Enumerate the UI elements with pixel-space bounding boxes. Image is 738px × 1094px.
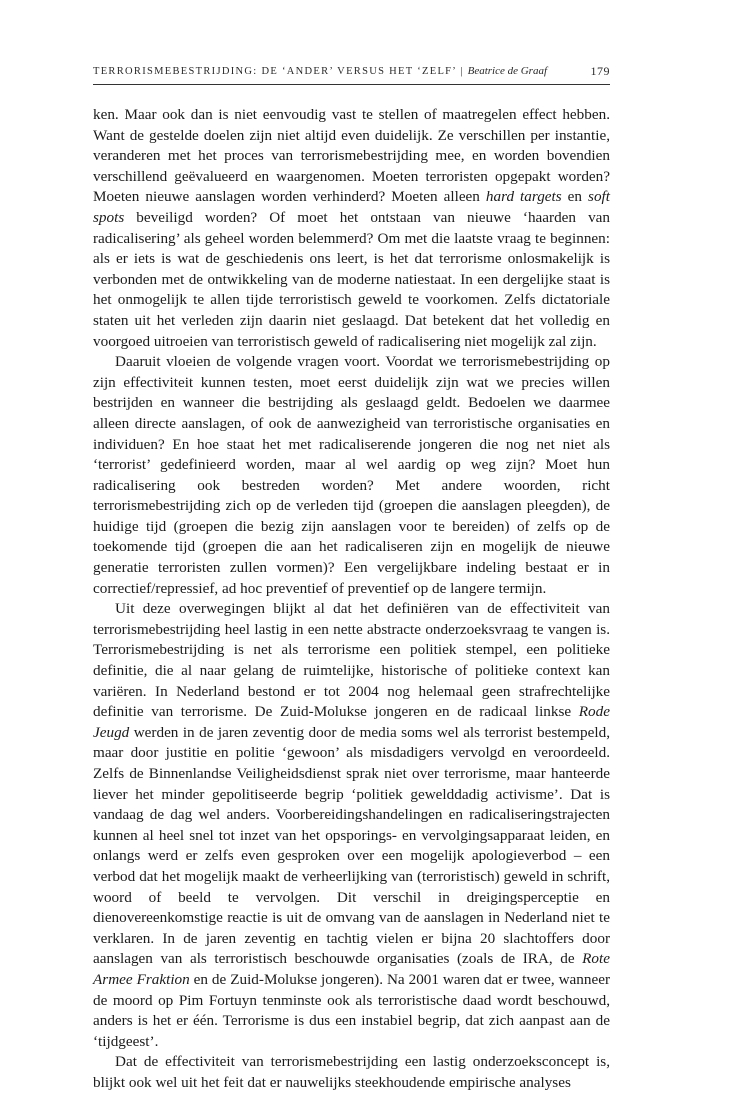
- italic-term: soft spots: [93, 188, 610, 226]
- text-run: Daaruit vloeien de volgende vragen voort. Voordat we terrorismebestrijding op zijn effectiviteit kunnen testen, moet eerst duidelijk zijn wat we precies willen bestrijden en wanneer die bestrijding als geslaagd geldt. Bedoelen we daarmee alleen directe aanslagen, of ook de aanwezigheid van terroristische organisaties en individuen? En hoe staat het met radicaliserende jongeren die nog net niet als ‘terrorist’ gedefinieerd worden, maar al wel aardig op weg zijn? Moet hun radicalisering ook bestreden worden? Met andere woorden, richt terrorismebestrijding zich op de verleden tijd (groepen die aanslagen pleegden), de huidige tijd (groepen die bezig zijn aanslagen voor te bereiden) of zelfs op de toekomende tijd (groepen die aan het radicaliseren zijn en mogelijk de nieuwe generatie terroristen zullen vormen)? Een vergelijkbare indeling bestaat er in correctief/repressief, ad hoc preventief of preventief op de langere termijn.: [93, 353, 610, 597]
- running-title: TERRORISMEBESTRIJDING: DE ‘ANDER’ VERSUS HET ‘ZELF’: [93, 66, 457, 77]
- italic-term: Rode Jeugd: [93, 703, 610, 741]
- text-run: Dat de effectiviteit van terrorismebestrijding een lastig onderzoeksconcept is, blijkt ook wel uit het feit dat er nauwelijks steekhoudende empirische analyses: [93, 1053, 610, 1091]
- author-name: Beatrice de Graaf: [467, 65, 548, 77]
- text-run: werden in de jaren zeventig door de media soms wel als terrorist bestempeld, maar door justitie en politie ‘gewoon’ als misdadigers vervolgd en veroordeeld. Zelfs de Binnenlandse Veiligheidsdienst sprak niet over terrorisme, maar hanteerde liever het minder gepolitiseerde begrip ‘politiek gewelddadig activisme’. Dat is vandaag de dag wel anders. Voorbereidingshandelingen en radicaliseringstrajecten kunnen al heel snel tot inzet van het opsporings- en vervolgingsapparaat leiden, en onlangs werd er zelfs even gesproken over een mogelijk apologieverbod – een verbod dat het mogelijk maakt de verheerlijking van (terroristisch) geweld in schrift, woord of beeld te vervolgen. Dit verschil in dreigingsperceptie en dienovereenkomstige reactie is uit de omvang van de aanslagen in Nederland niet te verklaren. In de jaren zeventig en tachtig vielen er bijna 20 slachtoffers door aanslagen van als terroristisch beschouwde organisaties (zoals de IRA, de: [93, 723, 610, 968]
- text-run: beveiligd worden? Of moet het ontstaan van nieuwe ‘haarden van radicalisering’ als geheel worden belemmerd? Om met die laatste vraag te beginnen: als er iets is wat de geschiedenis ons leert, is het dat terrorisme onlosmakelijk is verbonden met de ontwikkeling van de moderne natiestaat. In een dergelijke staat is het onmogelijk te allen tijde terroristisch geweld te voorkomen. Zelfs dictatoriale staten uit het verleden zijn daarin niet geslaagd. Dat betekent dat het volledig en voorgoed uitroeien van terroristisch geweld of radicalisering niet mogelijk zal zijn.: [93, 208, 610, 350]
- text-run: Uit deze overwegingen blijkt al dat het definiëren van de effectiviteit van terrorismebestrijding heel lastig in een nette abstracte onderzoeksvraag te vangen is. Terrorismebestrijding is net als terrorisme een politiek stempel, een politieke definitie, die al naar gelang de ruimtelijke, historische of politieke context kan variëren. In Nederland bestond er tot 2004 nog helemaal geen strafrechtelijke definitie van terrorisme. De Zuid-Molukse jongeren en de radicaal linkse: [93, 600, 610, 721]
- running-head: [93, 60, 610, 85]
- running-title-line: [93, 65, 547, 77]
- text-run: en: [561, 188, 589, 206]
- paragraph: [93, 1052, 610, 1093]
- italic-term: Rote Armee Fraktion: [93, 950, 610, 988]
- header-separator: |: [456, 66, 468, 77]
- text-run: ken. Maar ook dan is niet eenvoudig vast te stellen of maatregelen effect hebben. Want de gestelde doelen zijn niet altijd even duidelijk. Ze verschillen per instantie, veranderen met het proces van terrorismebestrijding mee, en worden bovendien verschillend geëvalueerd en waargenomen. Moeten terroristen opgepakt worden? Moeten nieuwe aanslagen worden verhinderd? Moeten alleen: [93, 106, 610, 206]
- italic-term: hard targets: [485, 188, 562, 206]
- paragraph: [93, 105, 610, 352]
- paragraph: [93, 352, 610, 599]
- body-text: [93, 105, 610, 1094]
- page-number: 179: [590, 64, 610, 78]
- paragraph: [93, 599, 610, 1052]
- text-run: en de Zuid-Molukse jongeren). Na 2001 waren dat er twee, wanneer de moord op Pim Fortuyn tenminste ook als terroristische daad wordt beschouwd, anders is het er één. Terrorisme is dus een instabiel begrip, dat zich aanpast aan de ‘tijdgeest’.: [93, 970, 610, 1050]
